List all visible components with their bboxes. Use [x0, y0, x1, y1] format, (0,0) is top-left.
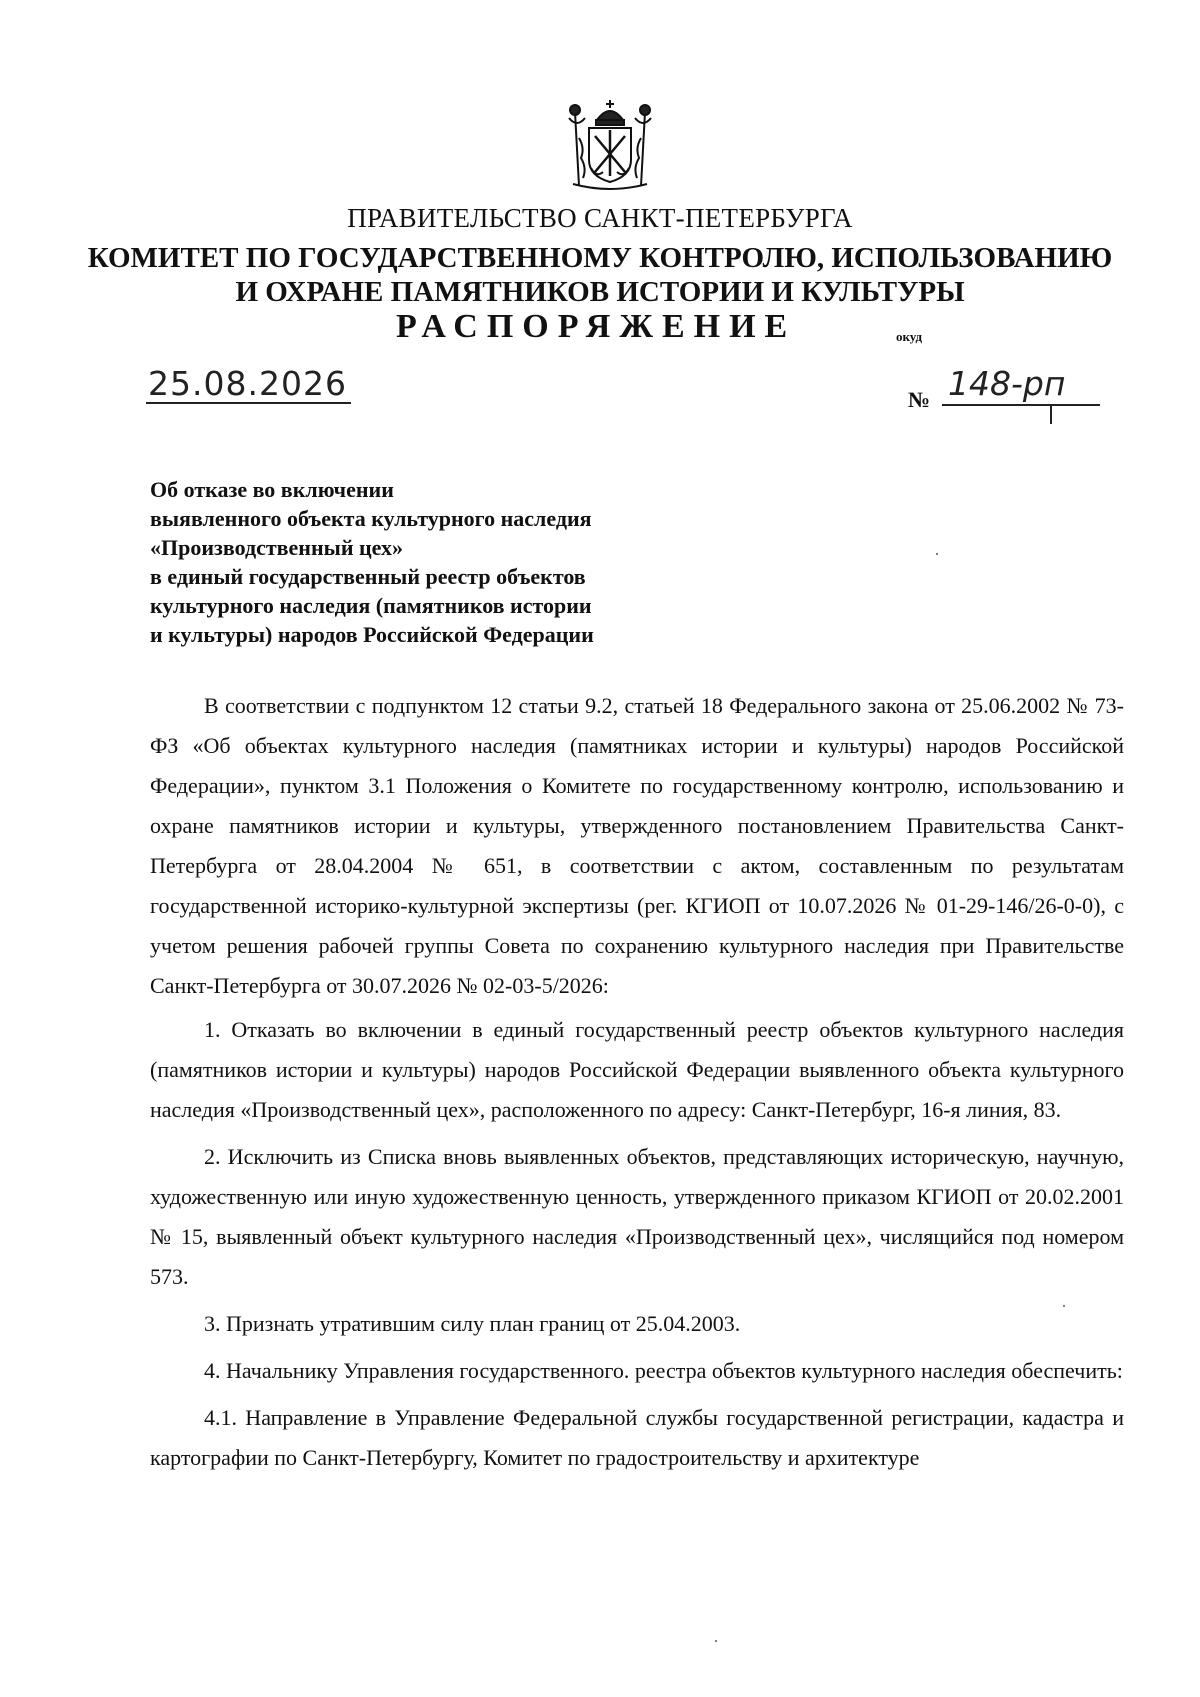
okud-label: окуд [896, 329, 923, 344]
subject-line: «Производственный цех» [150, 535, 404, 560]
committee-title-line-1: КОМИТЕТ ПО ГОСУДАРСТВЕННОМУ КОНТРОЛЮ, ИСПОЛЬЗОВАНИЮ [87, 242, 1113, 274]
subject-line: и культуры) народов Российской Федерации [150, 622, 594, 647]
clause-2: 2. Исключить из Списка вновь выявленных объектов, представляющих историческую, научную, художественную или иную художественную ценность, утвержденного приказом КГИОП от 20.02.2001 № 15, выявленный объект культурного наследия «Производственный цех», числящийся под номером 573. [150, 1144, 1124, 1289]
clause-4-1: 4.1. Направление в Управление Федеральной службы государственной регистрации, кадастра и картографии по Санкт-Петербургу, Комитет по градостроительству и архитектуре [150, 1405, 1124, 1470]
clause-1: 1. Отказать во включении в единый государственный реестр объектов культурного наследия (памятников истории и культуры) народов Российской Федерации выявленного объекта культурного наследия «Производственный цех», расположенного по адресу: Санкт-Петербург, 16-я линия, 83. [150, 1017, 1124, 1122]
handwriting-stroke [1050, 404, 1052, 424]
subject-line: культурного наследия (памятников истории [150, 593, 592, 618]
subject-line: Об отказе во включении [150, 477, 394, 502]
committee-title [0, 241, 1200, 309]
scan-speck [715, 1640, 717, 1642]
clause-4: 4. Начальнику Управления государственного. реестра объектов культурного наследия обеспечить: [204, 1358, 1123, 1383]
subject-line: в единый государственный реестр объектов [150, 564, 586, 589]
document-type: РАСПОРЯЖЕНИЕ [396, 308, 797, 345]
document-date: 25.08.2026 [146, 366, 351, 404]
subject-line: выявленного объекта культурного наследия [150, 506, 592, 531]
clause-3: 3. Признать утратившим силу план границ от 25.04.2003. [204, 1311, 741, 1336]
preamble-paragraph: В соответствии с подпунктом 12 статьи 9.2, статьей 18 Федерального закона от 25.06.2002 № 73-ФЗ «Об объектах культурного наследия (памятниках истории и культуры) народов Российской Федерации», пунктом 3.1 Положения о Комитете по государственному контролю, использованию и охране памятников истории и культуры, утвержденного постановлением Правительства Санкт-Петербурга от 28.04.2004 № 651, в соответствии с актом, составленным по результатам государственной историко-культурной экспертизы (рег. КГИОП от 10.07.2026 № 01-29-146/26-0-0), с учетом решения рабочей группы Совета по сохранению культурного наследия при Правительстве Санкт-Петербурга от 30.07.2026 № 02-03-5/2026: [150, 693, 1124, 998]
coat-of-arms-icon [563, 98, 657, 194]
scan-speck [1063, 1305, 1065, 1307]
document-subject [150, 475, 594, 649]
scan-speck [936, 553, 938, 555]
committee-title-line-2: И ОХРАНЕ ПАМЯТНИКОВ ИСТОРИИ И КУЛЬТУРЫ [235, 276, 965, 308]
number-label: № [908, 387, 931, 412]
document-body [150, 686, 1124, 1485]
document-number: 148-рп [942, 364, 1100, 406]
government-title: ПРАВИТЕЛЬСТВО САНКТ-ПЕТЕРБУРГА [347, 203, 853, 233]
